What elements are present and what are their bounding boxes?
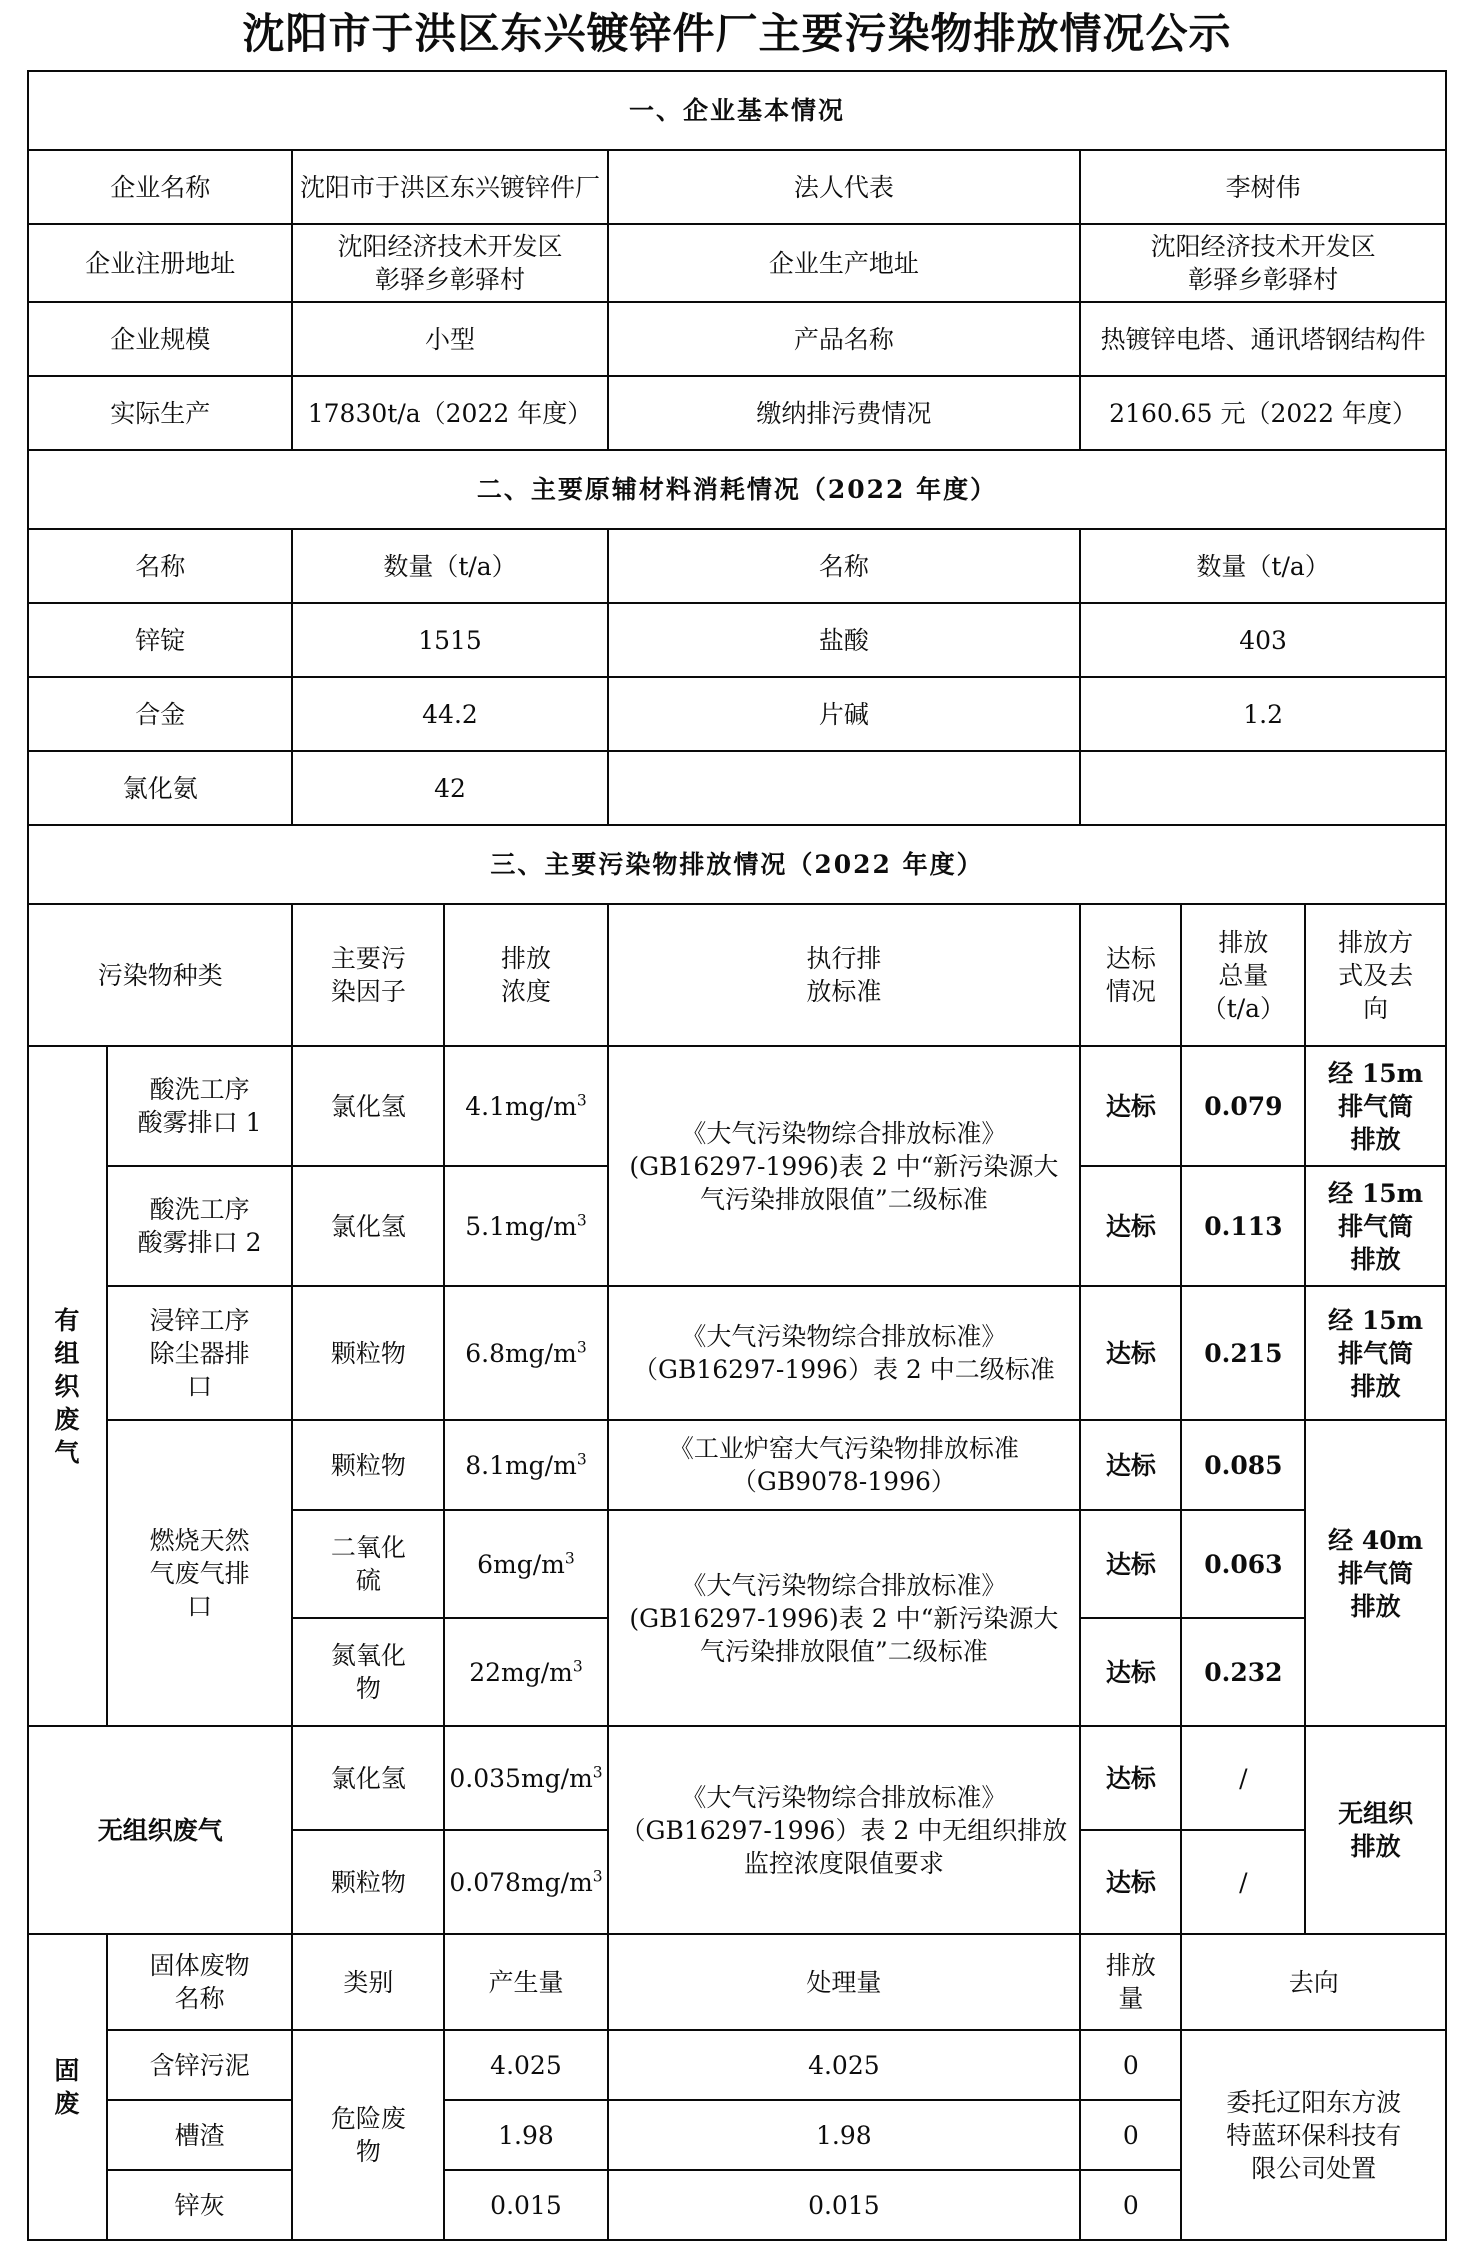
header-solid-waste-name-line2: 名称 — [174, 1984, 225, 2014]
pollutant-concentration — [444, 1166, 607, 1286]
solid-waste-generated: 0.015 — [444, 2170, 607, 2240]
value-pollution-fee: 2160.65 元（2022 年度） — [1080, 376, 1446, 450]
header-total-line3: （t/a） — [1201, 993, 1286, 1023]
destination-line3: 限公司处置 — [1251, 2153, 1377, 2183]
compliance-status: 达标 — [1080, 1420, 1181, 1510]
pollutant-concentration — [444, 1726, 607, 1830]
emission-method — [1305, 1166, 1446, 1286]
solid-waste-treated: 1.98 — [608, 2100, 1081, 2170]
material-name-empty — [608, 751, 1081, 825]
label-company-scale: 企业规模 — [28, 302, 292, 376]
concentration-exponent: 3 — [576, 1091, 587, 1110]
pollutant-concentration — [444, 1510, 607, 1618]
header-destination: 去向 — [1181, 1934, 1446, 2030]
outlet-gas-line1: 燃烧天然 — [149, 1525, 250, 1555]
pollutant-factor-line1: 氮氧化 — [330, 1641, 406, 1671]
basic-info-row — [28, 376, 1446, 450]
header-emission-standard — [608, 904, 1081, 1046]
section1-heading: 一、企业基本情况 — [28, 71, 1446, 150]
label-registered-address: 企业注册地址 — [28, 224, 292, 302]
pollutant-factor: 颗粒物 — [292, 1420, 444, 1510]
header-total-emission — [1181, 904, 1305, 1046]
pollutant-factor-line2: 物 — [355, 1674, 381, 1704]
pollutant-factor: 氯化氢 — [292, 1726, 444, 1830]
material-qty: 1.2 — [1080, 677, 1446, 751]
label-company-name: 企业名称 — [28, 150, 292, 224]
section2-heading-row — [28, 450, 1446, 529]
material-qty-empty — [1080, 751, 1446, 825]
concentration-exponent: 3 — [572, 1657, 583, 1676]
label-production-address: 企业生产地址 — [608, 224, 1081, 302]
emission-method-line3: 排放 — [1350, 1244, 1401, 1274]
header-pollutant-category: 污染物种类 — [28, 904, 292, 1046]
total-emission: / — [1181, 1726, 1305, 1830]
solid-waste-name: 槽渣 — [107, 2100, 293, 2170]
outlet-zinc-line2: 除尘器排 — [149, 1338, 250, 1368]
header-emission-concentration — [444, 904, 607, 1046]
solid-waste-treated: 4.025 — [608, 2030, 1081, 2100]
value-registered-address — [292, 224, 607, 302]
pollutant-header-row — [28, 904, 1446, 1046]
solid-waste-destination — [1181, 2030, 1446, 2240]
emission-method-line3: 排放 — [1350, 1371, 1401, 1401]
header-emission-method — [1305, 904, 1446, 1046]
pollutant-factor: 颗粒物 — [292, 1286, 444, 1420]
concentration-value: 4.1mg/m — [465, 1091, 577, 1121]
materials-header-row — [28, 529, 1446, 603]
emission-standard-gb16297-new-source: 《大气污染物综合排放标准》(GB16297-1996)表 2 中“新污染源大气污染排放限值”二级标准 — [608, 1046, 1081, 1286]
outlet-acid-mist-2 — [107, 1166, 293, 1286]
concentration-value: 22mg/m — [469, 1657, 573, 1687]
solid-waste-discharge: 0 — [1080, 2030, 1181, 2100]
pollutant-factor-line2: 硫 — [355, 1566, 381, 1596]
emission-method-line2: 排气筒 — [1338, 1558, 1414, 1588]
header-standard-line2: 放标准 — [806, 977, 882, 1007]
registered-address-line2: 彰驿乡彰驿村 — [374, 265, 525, 295]
compliance-status: 达标 — [1080, 1726, 1181, 1830]
concentration-exponent: 3 — [576, 1338, 587, 1357]
header-solid-waste-name — [107, 1934, 293, 2030]
emission-method-line3: 排放 — [1350, 1124, 1401, 1154]
outlet-zinc-dust-collector — [107, 1286, 293, 1420]
solid-waste-category — [292, 2030, 444, 2240]
total-emission: 0.215 — [1181, 1286, 1305, 1420]
emission-method-line1: 经 15m — [1328, 1058, 1424, 1088]
material-name: 氯化氨 — [28, 751, 292, 825]
pollutant-factor — [292, 1618, 444, 1726]
concentration-exponent: 3 — [576, 1450, 587, 1469]
outlet-zinc-line1: 浸锌工序 — [149, 1305, 250, 1335]
total-emission: 0.232 — [1181, 1618, 1305, 1726]
concentration-exponent: 3 — [576, 1211, 587, 1230]
outlet-gas-line3: 口 — [187, 1591, 213, 1621]
header-treated-amount: 处理量 — [608, 1934, 1081, 2030]
pollutant-row — [28, 1286, 1446, 1420]
solid-waste-name: 含锌污泥 — [107, 2030, 293, 2100]
emission-method-line2: 排气筒 — [1338, 1338, 1414, 1368]
header-method-line1: 排放方 — [1338, 927, 1414, 957]
disclosure-table — [27, 70, 1447, 2241]
material-qty: 1515 — [292, 603, 607, 677]
header-main-factor-line1: 主要污 — [330, 944, 406, 974]
solid-waste-category-line2: 物 — [355, 2137, 381, 2167]
solid-waste-generated: 1.98 — [444, 2100, 607, 2170]
section2-heading: 二、主要原辅材料消耗情况（2022 年度） — [28, 450, 1446, 529]
section1-heading-row — [28, 71, 1446, 150]
emission-method-line2: 排放 — [1350, 1832, 1401, 1862]
pollutant-factor: 颗粒物 — [292, 1830, 444, 1934]
basic-info-row — [28, 224, 1446, 302]
value-product-name: 热镀锌电塔、通讯塔钢结构件 — [1080, 302, 1446, 376]
solid-waste-generated: 4.025 — [444, 2030, 607, 2100]
value-legal-rep: 李树伟 — [1080, 150, 1446, 224]
production-address-line1: 沈阳经济技术开发区 — [1150, 232, 1376, 262]
emission-standard-gb9078: 《工业炉窑大气污染物排放标准（GB9078-1996） — [608, 1420, 1081, 1510]
basic-info-row — [28, 302, 1446, 376]
header-total-line2: 总量 — [1218, 960, 1269, 990]
outlet-acid-mist-2-line2: 酸雾排口 2 — [137, 1228, 262, 1258]
label-pollution-fee: 缴纳排污费情况 — [608, 376, 1081, 450]
outlet-gas-line2: 气废气排 — [149, 1558, 250, 1588]
header-method-line2: 式及去 — [1338, 960, 1414, 990]
compliance-status: 达标 — [1080, 1510, 1181, 1618]
solid-waste-header-row — [28, 1934, 1446, 2030]
pollutant-factor: 氯化氢 — [292, 1166, 444, 1286]
header-compliance-line1: 达标 — [1105, 944, 1156, 974]
material-name: 合金 — [28, 677, 292, 751]
compliance-status: 达标 — [1080, 1286, 1181, 1420]
pollutant-row — [28, 1420, 1446, 1510]
total-emission: 0.063 — [1181, 1510, 1305, 1618]
header-solid-waste-name-line1: 固体废物 — [149, 1951, 250, 1981]
solid-waste-name: 锌灰 — [107, 2170, 293, 2240]
group-unorganized-waste-gas: 无组织废气 — [28, 1726, 292, 1934]
materials-row — [28, 751, 1446, 825]
emission-standard-gb16297-new-source: 《大气污染物综合排放标准》(GB16297-1996)表 2 中“新污染源大气污染排放限值”二级标准 — [608, 1510, 1081, 1726]
page-title: 沈阳市于洪区东兴镀锌件厂主要污染物排放情况公示 — [242, 9, 1232, 58]
pollutant-concentration — [444, 1618, 607, 1726]
solid-waste-row — [28, 2030, 1446, 2100]
emission-method-line1: 经 15m — [1328, 1305, 1424, 1335]
solid-waste-discharge: 0 — [1080, 2170, 1181, 2240]
concentration-value: 5.1mg/m — [465, 1211, 577, 1241]
emission-method — [1305, 1046, 1446, 1166]
materials-row — [28, 603, 1446, 677]
compliance-status: 达标 — [1080, 1830, 1181, 1934]
total-emission: / — [1181, 1830, 1305, 1934]
header-main-factor-line2: 染因子 — [330, 977, 406, 1007]
production-address-line2: 彰驿乡彰驿村 — [1188, 265, 1339, 295]
registered-address-line1: 沈阳经济技术开发区 — [337, 232, 563, 262]
material-qty: 42 — [292, 751, 607, 825]
compliance-status: 达标 — [1080, 1046, 1181, 1166]
value-production-address — [1080, 224, 1446, 302]
section3-heading-row — [28, 825, 1446, 904]
label-actual-production: 实际生产 — [28, 376, 292, 450]
concentration-value: 6.8mg/m — [465, 1338, 577, 1368]
total-emission: 0.079 — [1181, 1046, 1305, 1166]
outlet-acid-mist-1-line1: 酸洗工序 — [149, 1075, 250, 1105]
label-legal-rep: 法人代表 — [608, 150, 1081, 224]
basic-info-row — [28, 150, 1446, 224]
emission-method-line2: 排气筒 — [1338, 1211, 1414, 1241]
outlet-acid-mist-1-line2: 酸雾排口 1 — [137, 1108, 262, 1138]
label-product-name: 产品名称 — [608, 302, 1081, 376]
header-generated-amount: 产生量 — [444, 1934, 607, 2030]
pollutant-concentration — [444, 1046, 607, 1166]
header-standard-line1: 执行排 — [806, 944, 882, 974]
solid-waste-treated: 0.015 — [608, 2170, 1081, 2240]
material-name: 片碱 — [608, 677, 1081, 751]
emission-method-line3: 排放 — [1350, 1591, 1401, 1621]
destination-line2: 特蓝环保科技有 — [1226, 2120, 1402, 2150]
materials-header-name-2: 名称 — [608, 529, 1081, 603]
section3-heading: 三、主要污染物排放情况（2022 年度） — [28, 825, 1446, 904]
emission-standard-gb16297-unorganized: 《大气污染物综合排放标准》 （GB16297-1996）表 2 中无组织排放监控浓度限值要求 — [608, 1726, 1081, 1934]
materials-header-qty-1: 数量（t/a） — [292, 529, 607, 603]
pollutant-factor — [292, 1510, 444, 1618]
value-company-name: 沈阳市于洪区东兴镀锌件厂 — [292, 150, 607, 224]
pollutant-concentration — [444, 1286, 607, 1420]
header-compliance-line2: 情况 — [1105, 977, 1156, 1007]
pollutant-row — [28, 1726, 1446, 1830]
pollutant-factor-line1: 二氧化 — [330, 1533, 406, 1563]
concentration-value: 0.078mg/m — [449, 1867, 593, 1897]
header-method-line3: 向 — [1363, 993, 1389, 1023]
emission-standard-gb16297-level2: 《大气污染物综合排放标准》（GB16297-1996）表 2 中二级标准 — [608, 1286, 1081, 1420]
material-name: 盐酸 — [608, 603, 1081, 677]
pollutant-concentration — [444, 1830, 607, 1934]
outlet-acid-mist-1 — [107, 1046, 293, 1166]
pollutant-row — [28, 1046, 1446, 1166]
value-actual-production: 17830t/a（2022 年度） — [292, 376, 607, 450]
destination-line1: 委托辽阳东方波 — [1226, 2087, 1402, 2117]
materials-header-qty-2: 数量（t/a） — [1080, 529, 1446, 603]
solid-waste-discharge: 0 — [1080, 2100, 1181, 2170]
group-solid-waste: 固 废 — [28, 1934, 107, 2240]
header-discharge-line2: 量 — [1118, 1984, 1144, 2014]
value-company-scale: 小型 — [292, 302, 607, 376]
header-total-line1: 排放 — [1218, 927, 1269, 957]
header-main-factor — [292, 904, 444, 1046]
outlet-acid-mist-2-line1: 酸洗工序 — [149, 1195, 250, 1225]
compliance-status: 达标 — [1080, 1618, 1181, 1726]
material-qty: 403 — [1080, 603, 1446, 677]
outlet-natural-gas-combustion — [107, 1420, 293, 1726]
emission-method-line1: 经 40m — [1328, 1525, 1424, 1555]
emission-method-line2: 排气筒 — [1338, 1091, 1414, 1121]
material-qty: 44.2 — [292, 677, 607, 751]
header-solid-waste-category: 类别 — [292, 1934, 444, 2030]
outlet-zinc-line3: 口 — [187, 1371, 213, 1401]
concentration-value: 6mg/m — [477, 1549, 565, 1579]
emission-method — [1305, 1726, 1446, 1934]
pollutant-concentration — [444, 1420, 607, 1510]
concentration-value: 0.035mg/m — [449, 1763, 593, 1793]
materials-row — [28, 677, 1446, 751]
emission-method — [1305, 1420, 1446, 1726]
total-emission: 0.113 — [1181, 1166, 1305, 1286]
header-concentration-line1: 排放 — [500, 944, 551, 974]
group-organized-waste-gas: 有 组 织 废 气 — [28, 1046, 107, 1726]
header-compliance — [1080, 904, 1181, 1046]
pollutant-factor: 氯化氢 — [292, 1046, 444, 1166]
header-concentration-line2: 浓度 — [500, 977, 551, 1007]
concentration-exponent: 3 — [564, 1549, 575, 1568]
concentration-exponent: 3 — [592, 1867, 603, 1886]
emission-method — [1305, 1286, 1446, 1420]
total-emission: 0.085 — [1181, 1420, 1305, 1510]
header-discharge-amount — [1080, 1934, 1181, 2030]
solid-waste-category-line1: 危险废 — [330, 2104, 406, 2134]
material-name: 锌锭 — [28, 603, 292, 677]
concentration-exponent: 3 — [592, 1763, 603, 1782]
header-discharge-line1: 排放 — [1105, 1951, 1156, 1981]
emission-method-line1: 无组织 — [1338, 1799, 1414, 1829]
materials-header-name-1: 名称 — [28, 529, 292, 603]
compliance-status: 达标 — [1080, 1166, 1181, 1286]
emission-method-line1: 经 15m — [1328, 1178, 1424, 1208]
concentration-value: 8.1mg/m — [465, 1450, 577, 1480]
